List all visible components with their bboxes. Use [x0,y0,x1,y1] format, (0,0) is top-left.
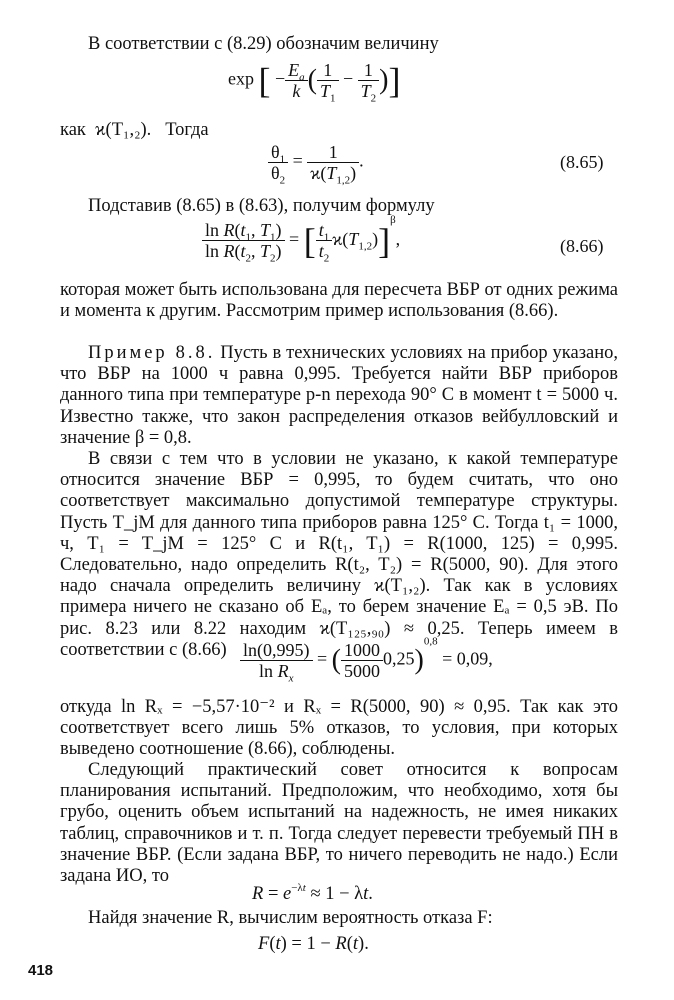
paragraph-sleduyushchiy: Следующий практический совет относится к вопросам планирования испытаний. Предположим, что необходимо, хотя бы грубо, оценить объем испытаний на надежность, не имея никаких таблиц, справочников и т. п. Тогда следует перевести требуемый ПН в значение ВБР. (Если задана ВБР, то ничего переводить не надо.) Если задана ИО, то [60,760,618,887]
paragraph-otkuda: откуда ln Rₓ = −5,57·10⁻² и Rₓ = R(5000, 90) ≈ 0,95. Так как это соответствует всего лишь 5% отказов, то условия, при которых выведено соотношение (8.66), соблюдены. [60,697,618,760]
equation-reliability: $R = e^{-\lambda t} \approx 1 - \lambda t$. [252,882,373,904]
example-label: Пример 8.8. [88,343,216,363]
example-8-8: Пример 8.8. Пусть в технических условиях на прибор указано, что ВБР на 1000 ч равна 0,995. Требуется найти ВБР приборов данного типа при температуре p-n перехода 90° С в момент t = 5000 ч. Известно также, что закон распределения отказов вейбулловский и значение β = 0,8. [60,343,618,448]
paragraph-kotoraya: которая может быть использована для пересчета ВБР от одних режима и момента к другим. Рассмотрим пример использования (8.66). [60,280,618,322]
intro-line: В соответствии с (8.29) обозначим величину [88,34,439,54]
equation-failure-probability: F(t) = 1 − R(t). [258,934,369,954]
podstaviv-line: Подставив (8.65) в (8.63), получим формулу [88,196,435,216]
equation-number-8-66: (8.66) [560,236,604,256]
equation-8-65: $\frac{\theta_1}{\theta_2}$ = $\frac{1}{ϰ(T_{1,2})}$ . [268,142,364,183]
calc-equation: $\frac{\ln(0,995)}{\ln R_x}$ = ( $\frac{1000}{5000}$ 0,25)$^{0,8}$ = 0,09, [240,640,493,681]
equation-8-66: $\frac{\ln R(t_1, T_1)}{\ln R(t_2, T_2)}$ = [ $\frac{t_1}{t_2}$ $ϰ(T_{1,2})]^\beta$, [202,220,400,261]
paragraph-naydya: Найдя значение R, вычислим вероятность отказа F: [88,908,493,928]
kak-line: как ϰ(T₁,₂). Тогда [60,120,209,140]
exp-formula: exp [ − $\frac{E_a}{k}$ ( $\frac{1}{T_1}$ − $\frac{1}{T_2}$ )] [228,60,401,105]
kappa-expr: ϰ(T₁,₂). [95,120,152,140]
page-number: 418 [28,962,54,979]
paragraph-v-svyazi: В связи с тем что в условии не указано, к какой температуре относится значение ВБР = 0,995, то будем считать, что оно соответствует максимально допустимой температуре структуры. Пусть T_jM для данного типа приборов равна 125° С. Тогда t₁ = 1000, ч, T₁ = T_jM = 125° С и R(t₁, T₁) = R(1000, 125) = 0,995. Следовательно, надо определить R(t₂, T₂) = R(5000, 90). Для этого надо сначала определить величину ϰ(T₁,₂). Так как в условиях примера ничего не сказано об Eₐ, то берем значение Eₐ = 0,5 эВ. По рис. 8.23 или 8.22 находим ϰ(T₁₂₅,₉₀) ≈ 0,25. Теперь имеем в соответствии с (8.66) [60,449,618,660]
equation-number-8-65: (8.65) [560,152,604,172]
